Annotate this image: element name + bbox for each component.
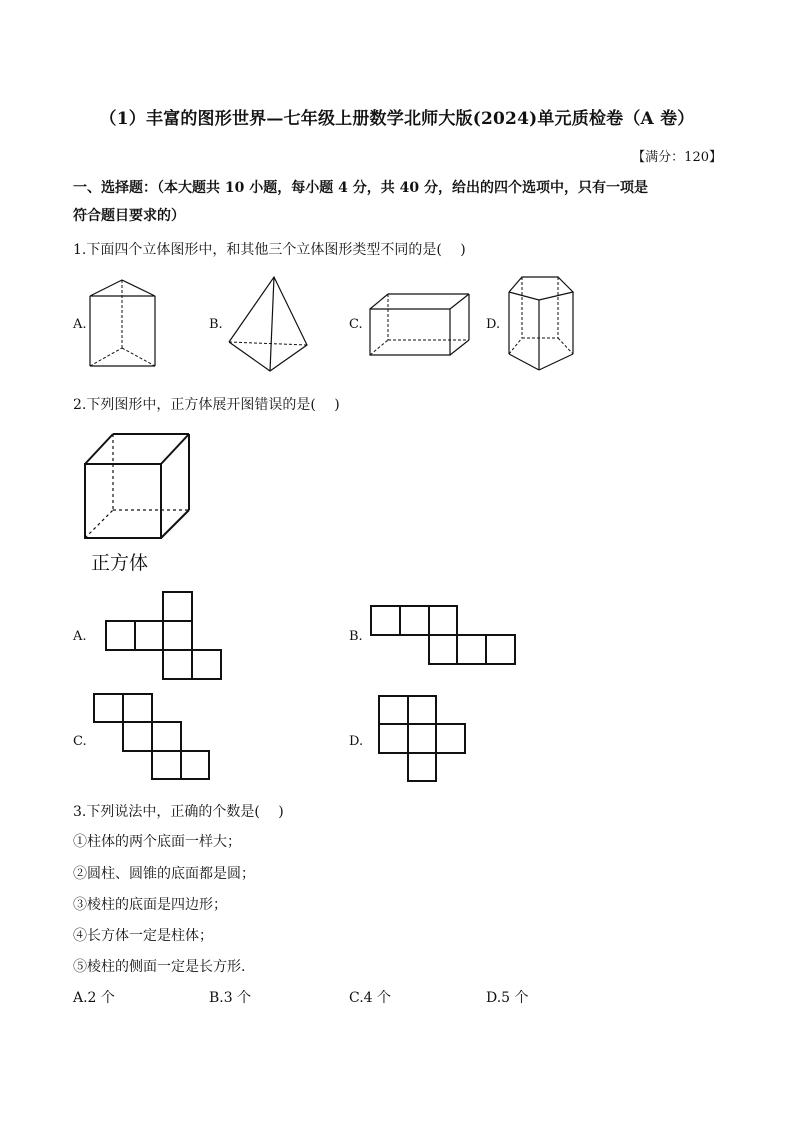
q2-option-a-label: A. — [73, 629, 87, 644]
rectangular-cuboid-figure — [368, 292, 472, 358]
section-heading-line-2: 符合题目要求的） — [73, 208, 185, 224]
cube-figure — [83, 432, 193, 540]
q1-option-b-label: B. — [209, 317, 223, 332]
cube-caption: 正方体 — [91, 552, 149, 574]
q3-statement-2: ②圆柱、圆锥的底面都是圆； — [73, 866, 255, 882]
triangular-pyramid-figure — [226, 275, 310, 373]
question-2-stem: 2.下列图形中，正方体展开图错误的是( ) — [73, 397, 340, 413]
q3-option-b: B.3 个 — [209, 990, 252, 1006]
section-heading-line-1: 一、选择题：（本大题共 10 小题，每小题 4 分，共 40 分，给出的四个选项中，只有一项是 — [73, 180, 648, 196]
q1-option-c-label: C. — [349, 317, 363, 332]
question-3-stem: 3.下列说法中，正确的个数是( ) — [73, 804, 284, 820]
q1-option-d-label: D. — [486, 317, 501, 332]
q3-option-c: C.4 个 — [349, 990, 392, 1006]
section-heading — [73, 174, 648, 230]
q2-option-b-label: B. — [349, 629, 363, 644]
q3-statement-1: ①柱体的两个底面一样大； — [73, 834, 241, 850]
cube-net-option-b — [369, 604, 517, 666]
q3-option-d: D.5 个 — [486, 990, 529, 1006]
cube-net-option-c — [92, 692, 212, 782]
cube-net-option-a — [104, 590, 224, 682]
cube-net-option-d — [377, 694, 469, 784]
q3-statement-3: ③棱柱的底面是四边形； — [73, 897, 227, 913]
full-score: 【满分：120】 — [632, 150, 722, 165]
q1-option-a-label: A. — [73, 317, 87, 332]
q3-option-a: A.2 个 — [73, 990, 115, 1006]
question-1-stem: 1.下面四个立体图形中，和其他三个立体图形类型不同的是( ) — [73, 242, 466, 258]
document-title: （1）丰富的图形世界—七年级上册数学北师大版(2024)单元质检卷（A 卷） — [99, 109, 695, 129]
q3-statement-4: ④长方体一定是柱体； — [73, 928, 213, 944]
pentagonal-prism-figure — [506, 272, 576, 374]
triangular-prism-figure — [88, 278, 158, 370]
q3-statement-5: ⑤棱柱的侧面一定是长方形. — [73, 959, 246, 975]
q2-option-d-label: D. — [349, 734, 364, 749]
q2-option-c-label: C. — [73, 734, 87, 749]
